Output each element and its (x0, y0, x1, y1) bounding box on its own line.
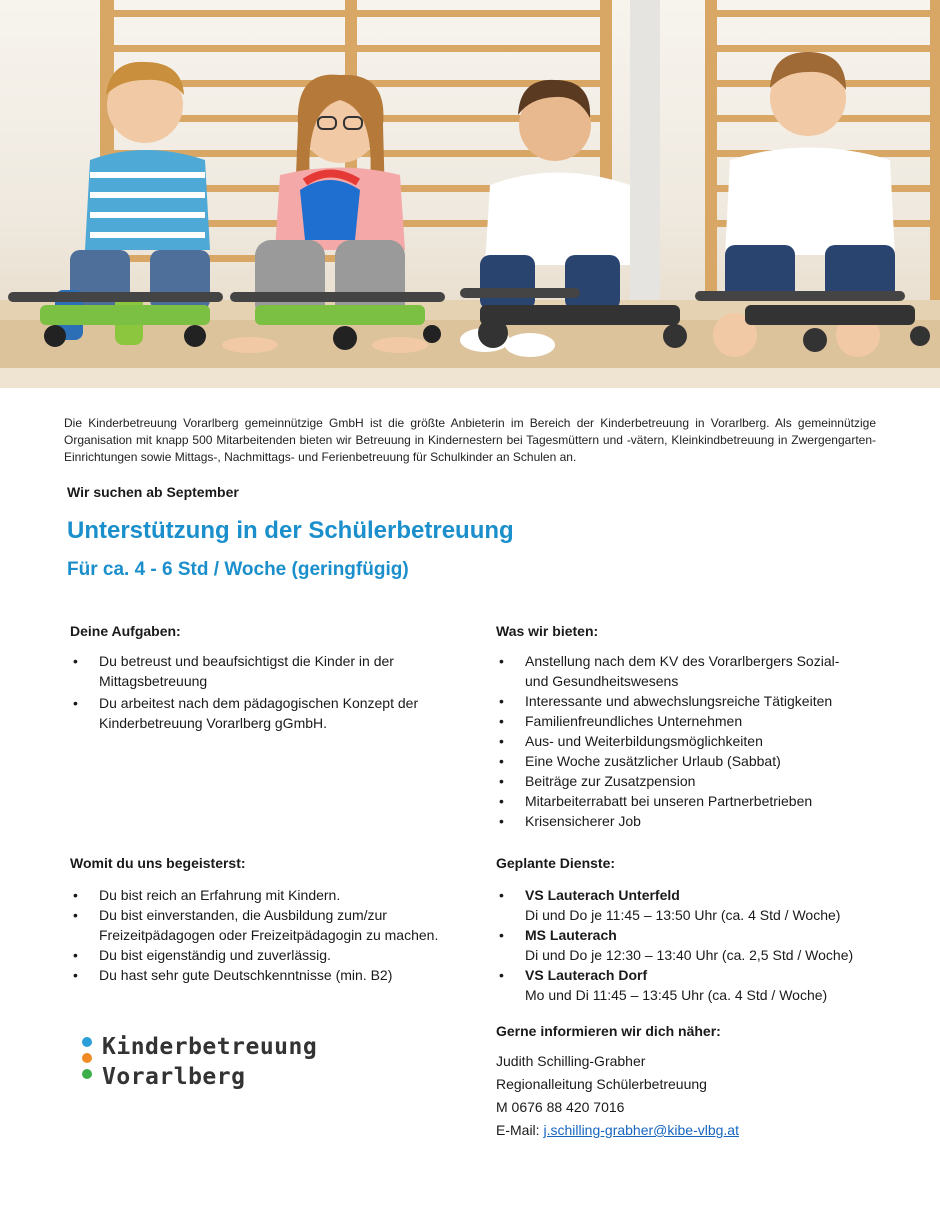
logo-dot-blue (82, 1037, 92, 1047)
contact-name: Judith Schilling-Grabher (496, 1053, 646, 1069)
shifts-heading: Geplante Dienste: (496, 855, 616, 871)
shift-item (496, 925, 896, 965)
seeking-label: Wir suchen ab September (67, 484, 239, 500)
logo-dot-orange (82, 1053, 92, 1063)
shift-school: • VS Lauterach Unterfeld (525, 887, 680, 903)
job-title: Unterstützung in der Schülerbetreuung (67, 517, 514, 544)
list-item: • Interessante und abwechslungsreiche Tätigkeiten (496, 691, 856, 711)
list-item: • Du betreust und beaufsichtigst die Kinder in der Mittagsbetreuung (70, 651, 430, 691)
offer-heading: Was wir bieten: (496, 623, 599, 639)
hero-photo (0, 0, 940, 388)
list-item: • Du hast sehr gute Deutschkenntnisse (min. B2) (70, 965, 450, 985)
shift-time: Di und Do je 11:45 – 13:50 Uhr (ca. 4 Std / Woche) (525, 907, 841, 923)
shift-time: Mo und Di 11:45 – 13:45 Uhr (ca. 4 Std / Woche) (525, 987, 828, 1003)
tasks-heading: Deine Aufgaben: (70, 623, 181, 639)
contact-phone: M 0676 88 420 7016 (496, 1099, 625, 1115)
list-item: • Anstellung nach dem KV des Vorarlbergers Sozial- und Gesundheitswesens (496, 651, 856, 691)
shift-school: • MS Lauterach (525, 927, 617, 943)
list-item: • Eine Woche zusätzlicher Urlaub (Sabbat) (496, 751, 856, 771)
list-item: • Familienfreundliches Unternehmen (496, 711, 856, 731)
list-item: • Du bist eigenständig und zuverlässig. (70, 945, 450, 965)
requirements-heading: Womit du uns begeisterst: (70, 855, 246, 871)
intro-paragraph: Die Kinderbetreuung Vorarlberg gemeinnützige GmbH ist die größte Anbieterin im Bereich der Kinderbetreuung in Vorarlberg. Als gemeinnützige Organisation mit knapp 500 Mitarbeitenden bieten wir Betreuung in Kindernestern bei Tagesmüttern und -vätern, Kleinkindbetreuung in Zwergengarten-Einrichtungen sowie Mittags-, Nachmittags- und Ferienbetreuung für Schulkinder an Schulen an. (64, 416, 876, 464)
shift-item (496, 885, 896, 925)
list-item: • Aus- und Weiterbildungsmöglichkeiten (496, 731, 856, 751)
logo-dot-green (82, 1069, 92, 1079)
shift-item (496, 965, 896, 1005)
email-label: E-Mail: (496, 1122, 540, 1138)
job-subtitle: Für ca. 4 - 6 Std / Woche (geringfügig) (67, 559, 409, 580)
shifts-list (496, 885, 896, 1005)
logo-line-2: Vorarlberg (102, 1064, 246, 1090)
requirements-list (70, 885, 450, 985)
contact-heading: Gerne informieren wir dich näher: (496, 1023, 721, 1039)
list-item: • Mitarbeiterrabatt bei unseren Partnerbetrieben (496, 791, 856, 811)
child-1 (55, 62, 210, 345)
contact-role: Regionalleitung Schülerbetreuung (496, 1076, 707, 1092)
email-link[interactable]: j.schilling-grabher@kibe-vlbg.at (543, 1122, 739, 1138)
hero-illustration (0, 0, 940, 388)
list-item: • Beiträge zur Zusatzpension (496, 771, 856, 791)
shift-time: Di und Do je 12:30 – 13:40 Uhr (ca. 2,5 Std / Woche) (525, 947, 854, 963)
tasks-list (70, 651, 430, 735)
logo-line-1: Kinderbetreuung (102, 1034, 318, 1060)
shift-school: • VS Lauterach Dorf (525, 967, 648, 983)
list-item: • Du bist reich an Erfahrung mit Kindern. (70, 885, 450, 905)
company-logo (78, 1032, 317, 1092)
list-item: • Du arbeitest nach dem pädagogischen Konzept der Kinderbetreuung Vorarlberg gGmbH. (70, 693, 430, 733)
list-item: • Du bist einverstanden, die Ausbildung zum/zur Freizeitpädagogen oder Freizeitpädagogin zu machen. (70, 905, 450, 945)
contact-email-row (496, 1122, 739, 1138)
offer-list (496, 651, 856, 831)
list-item: • Krisensicherer Job (496, 811, 856, 831)
